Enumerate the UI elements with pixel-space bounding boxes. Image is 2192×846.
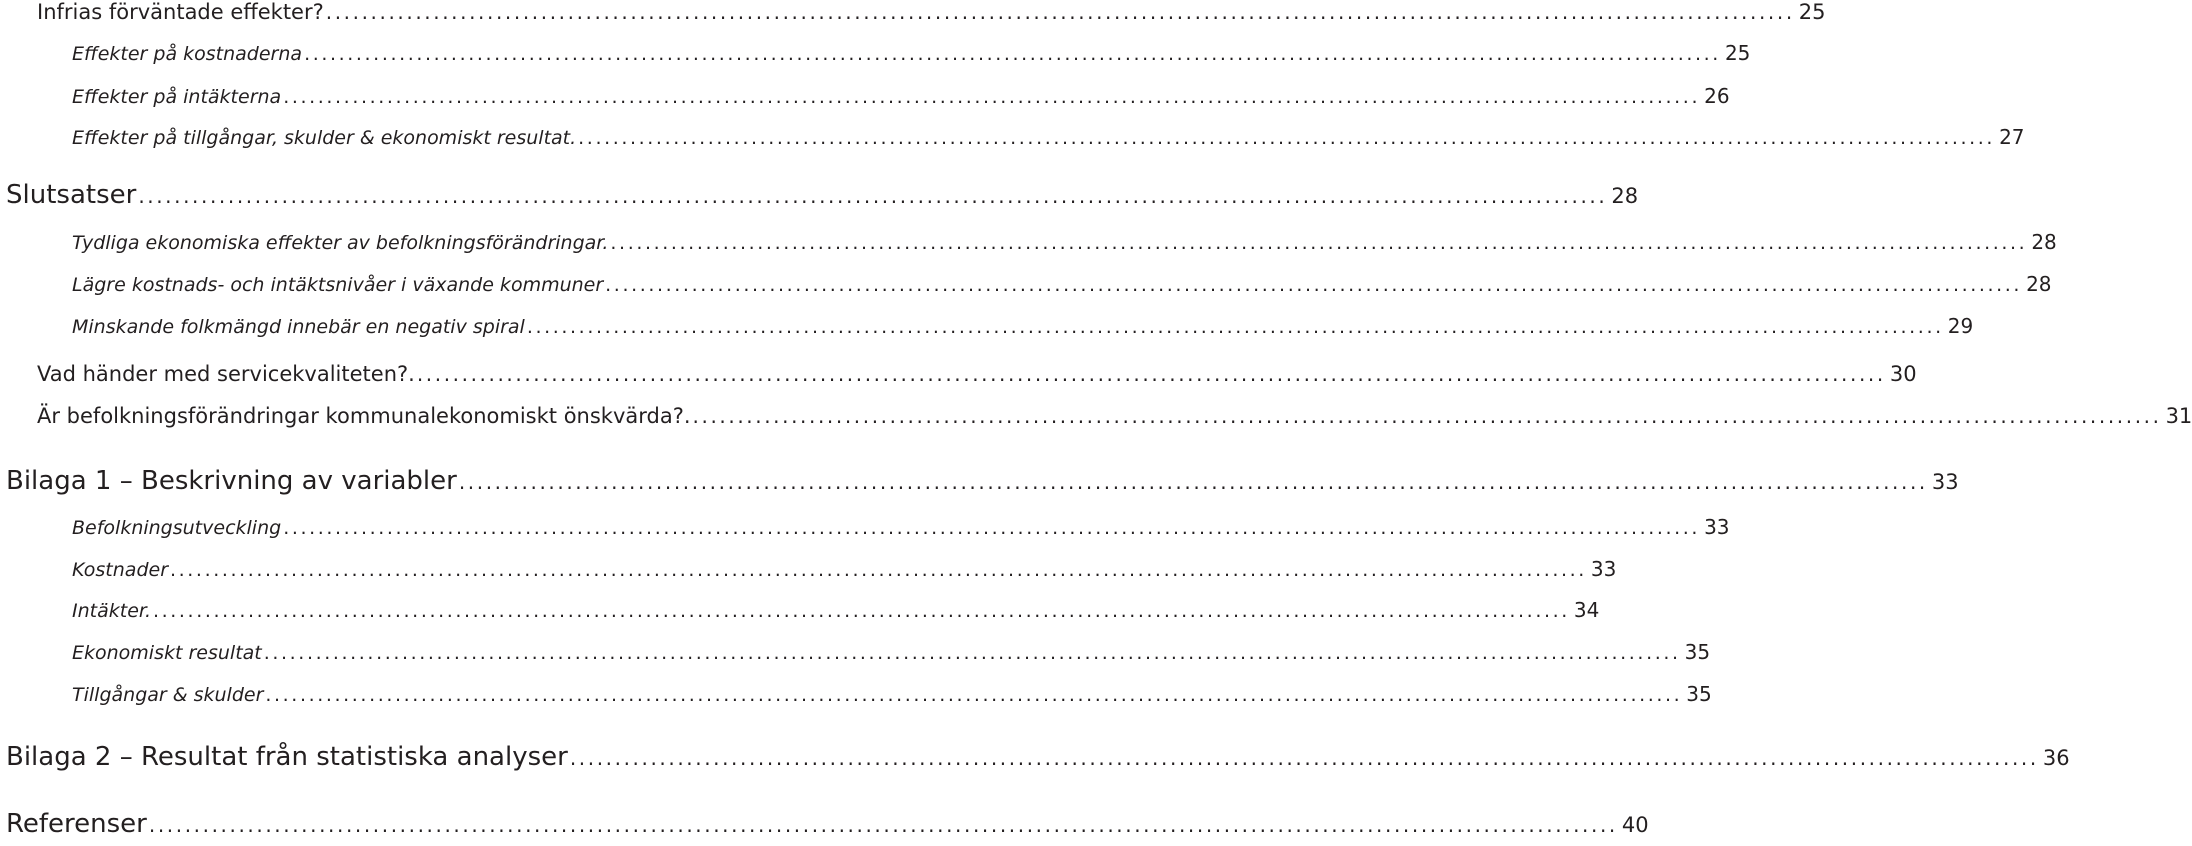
dot-leader: .................................................................................................................................................................... bbox=[304, 43, 1721, 65]
toc-entry-page: 28 bbox=[2031, 230, 2057, 254]
toc-entry-bilaga-2[interactable] bbox=[0, 742, 2070, 772]
toc-entry-vad-hander-med-servicekvaliteten[interactable] bbox=[0, 362, 1917, 386]
dot-leader: .................................................................................................................................................................... bbox=[170, 559, 1587, 581]
toc-entry-page: 35 bbox=[1684, 640, 1711, 664]
toc-entry-title: Tydliga ekonomiska effekter av befolkningsförändringar. bbox=[72, 232, 609, 254]
dot-leader: .................................................................................................................................................................... bbox=[153, 600, 1570, 622]
dot-leader: .................................................................................................................................................................... bbox=[692, 404, 2162, 428]
dot-leader: .................................................................................................................................................................... bbox=[138, 184, 1608, 208]
toc-entry-page: 33 bbox=[1590, 557, 1617, 581]
toc-entry-minskande-folkmangd[interactable] bbox=[0, 314, 1974, 338]
dot-leader: .................................................................................................................................................................... bbox=[325, 0, 1795, 24]
dot-leader: .................................................................................................................................................................... bbox=[578, 127, 1996, 149]
toc-entry-referenser[interactable] bbox=[0, 809, 1649, 839]
toc-entry-title: Effekter på intäkterna bbox=[72, 86, 282, 108]
toc-entry-title: Är befolkningsförändringar kommunalekonomiskt önskvärda?. bbox=[37, 404, 691, 428]
dot-leader: .................................................................................................................................................................... bbox=[148, 813, 1618, 837]
dot-leader: .................................................................................................................................................................... bbox=[283, 86, 1701, 108]
toc-entry-ar-befolkningsforandringar-onskvarda[interactable] bbox=[0, 404, 2192, 428]
toc-entry-title: Befolkningsutveckling bbox=[72, 517, 282, 539]
toc-entry-title: Tillgångar & skulder bbox=[72, 684, 264, 706]
toc-entry-page: 28 bbox=[2026, 272, 2052, 296]
toc-entry-page: 35 bbox=[1686, 682, 1712, 706]
toc-entry-title: Effekter på kostnaderna bbox=[72, 43, 303, 65]
dot-leader: .................................................................................................................................................................... bbox=[265, 684, 1683, 706]
dot-leader: .................................................................................................................................................................... bbox=[610, 232, 2028, 254]
toc-entry-title: Bilaga 2 – Resultat från statistiska analyser bbox=[6, 742, 568, 772]
toc-entry-page: 26 bbox=[1704, 84, 1730, 108]
toc-entry-title: Infrias förväntade effekter? bbox=[37, 0, 324, 24]
toc-entry-effekter-pa-tillgangar[interactable] bbox=[0, 125, 2025, 149]
toc-entry-title: Minskande folkmängd innebär en negativ spiral bbox=[72, 316, 525, 338]
dot-leader: .................................................................................................................................................................... bbox=[569, 746, 2039, 770]
toc-entry-effekter-pa-intakterna[interactable] bbox=[0, 84, 1730, 108]
dot-leader: .................................................................................................................................................................... bbox=[263, 642, 1681, 664]
toc-entry-page: 25 bbox=[1798, 0, 1826, 24]
toc-entry-bilaga-1[interactable] bbox=[0, 466, 1959, 496]
toc-entry-page: 31 bbox=[2165, 404, 2192, 428]
toc-entry-page: 25 bbox=[1724, 41, 1751, 65]
toc-entry-title: Slutsatser bbox=[6, 180, 137, 210]
toc-entry-intakter[interactable] bbox=[0, 598, 1600, 622]
toc-entry-effekter-pa-kostnaderna[interactable] bbox=[0, 41, 1751, 65]
toc-entry-page: 29 bbox=[1947, 314, 1974, 338]
toc-entry-page: 30 bbox=[1889, 362, 1917, 386]
toc-entry-ekonomiskt-resultat[interactable] bbox=[0, 640, 1711, 664]
dot-leader: .................................................................................................................................................................... bbox=[416, 362, 1886, 386]
toc-entry-lagre-kostnads-och-intaktsnivaer[interactable] bbox=[0, 272, 2052, 296]
dot-leader: .................................................................................................................................................................... bbox=[526, 316, 1944, 338]
toc-entry-page: 27 bbox=[1999, 125, 2025, 149]
toc-entry-page: 28 bbox=[1611, 184, 1639, 208]
toc-entry-page: 34 bbox=[1573, 598, 1600, 622]
toc-entry-title: Ekonomiskt resultat bbox=[72, 642, 262, 664]
toc-entry-befolkningsutveckling[interactable] bbox=[0, 515, 1730, 539]
toc-entry-page: 33 bbox=[1704, 515, 1730, 539]
dot-leader: .................................................................................................................................................................... bbox=[605, 274, 2023, 296]
toc-entry-title: Lägre kostnads- och intäktsnivåer i växande kommuner bbox=[72, 274, 604, 296]
dot-leader: .................................................................................................................................................................... bbox=[283, 517, 1701, 539]
toc-entry-page: 36 bbox=[2042, 746, 2070, 770]
toc-entry-title: Intäkter. bbox=[72, 600, 151, 622]
toc-entry-tillgangar-och-skulder[interactable] bbox=[0, 682, 1712, 706]
toc-entry-tydliga-ekonomiska-effekter[interactable] bbox=[0, 230, 2057, 254]
toc-entry-title: Vad händer med servicekvaliteten?. bbox=[37, 362, 415, 386]
toc-entry-infrias-forvantade-effekter[interactable] bbox=[0, 0, 1826, 24]
toc-entry-title: Effekter på tillgångar, skulder & ekonomiskt resultat. bbox=[72, 127, 577, 149]
toc-entry-title: Kostnader bbox=[72, 559, 169, 581]
toc-entry-page: 33 bbox=[1931, 470, 1959, 494]
toc-entry-page: 40 bbox=[1621, 813, 1649, 837]
toc-entry-title: Bilaga 1 – Beskrivning av variabler bbox=[6, 466, 457, 496]
dot-leader: .................................................................................................................................................................... bbox=[458, 470, 1928, 494]
toc-entry-slutsatser[interactable] bbox=[0, 180, 1639, 210]
toc-entry-title: Referenser bbox=[6, 809, 147, 839]
toc-entry-kostnader[interactable] bbox=[0, 557, 1617, 581]
